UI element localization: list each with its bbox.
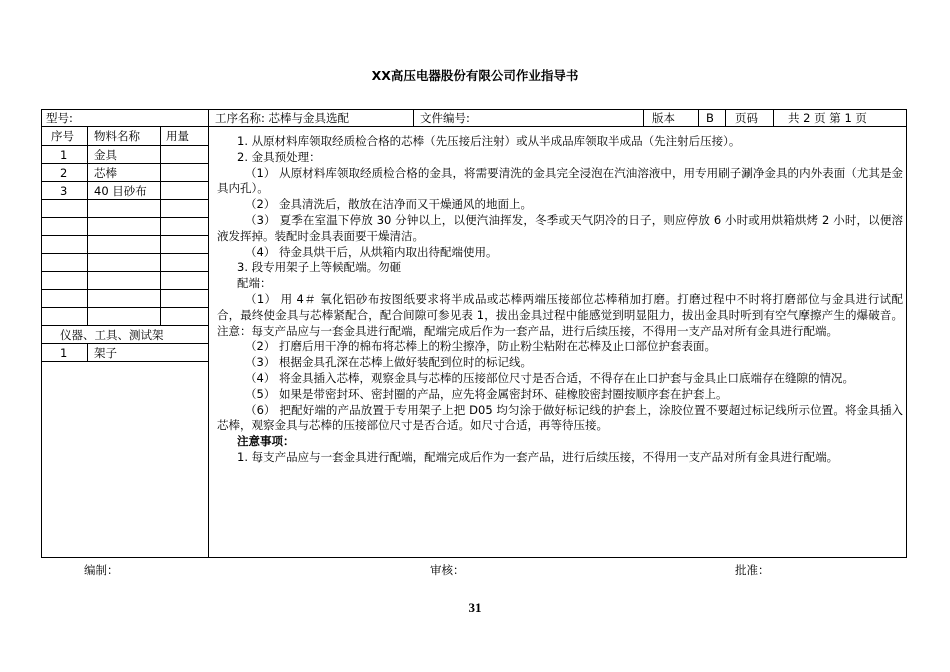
header-col-divider (773, 109, 774, 126)
materials-col-divider (160, 126, 161, 325)
materials-row-divider (41, 289, 208, 290)
materials-col-divider (87, 126, 88, 325)
page-number: 31 (468, 600, 482, 615)
procedure-substep: （4） 待金具烘干后，从烘箱内取出待配端使用。 (245, 244, 498, 259)
material-row-name: 芯棒 (94, 166, 117, 180)
header-col-divider (413, 109, 414, 126)
approved-by-label: 批准： (735, 563, 770, 577)
materials-header-qty: 用量 (166, 129, 189, 143)
materials-row-divider (41, 235, 208, 236)
materials-row-divider (41, 181, 208, 182)
material-row-name: 40 目砂布 (94, 184, 147, 198)
materials-header-name: 物料名称 (94, 129, 140, 143)
tools-row-divider (41, 361, 208, 362)
tools-header: 仪器、工具、测试架 (60, 328, 164, 342)
material-row-name: 金具 (94, 148, 117, 162)
document-title: XX高压电器股份有限公司作业指导书 (371, 68, 579, 83)
version-label: 版本 (652, 111, 675, 125)
materials-row-divider (41, 217, 208, 218)
header-col-divider (698, 109, 699, 126)
prepared-by-label: 编制： (84, 563, 119, 577)
tool-row-name: 架子 (94, 346, 117, 360)
page-code-value: 共 2 页 第 1 页 (788, 111, 867, 125)
materials-row-divider (41, 253, 208, 254)
version-value: B (706, 111, 714, 125)
procedure-step: 3. 段专用架子上等候配端。勿砸 (237, 260, 402, 275)
process-name: 工序名称: 芯棒与金具选配 (215, 111, 350, 125)
procedure-step: 2. 金具预处理： (237, 149, 321, 164)
tools-col-divider (87, 343, 88, 361)
procedure-step: 配端： (237, 276, 272, 291)
header-col-divider (643, 109, 644, 126)
procedure-substep: （1） 从原材料库领取经质检合格的金具，将需要清洗的金具完全浸泡在汽油溶液中，用专用刷子涮净金具的内外表面（尤其是金具内孔）。 (217, 165, 903, 196)
tool-row-no: 1 (60, 346, 68, 360)
doc-number-label: 文件编号: (420, 111, 470, 125)
materials-row-divider (41, 199, 208, 200)
materials-row-divider (41, 163, 208, 164)
material-row-no: 3 (60, 184, 68, 198)
materials-row-divider (41, 271, 208, 272)
header-col-divider (725, 109, 726, 126)
procedure-substep: （2） 金具清洗后，散放在洁净而又干燥通风的地面上。 (245, 197, 532, 212)
procedure-substep: （2） 打磨后用干净的棉布将芯棒上的粉尘擦净，防止粉尘粘附在芯棒及止口部位护套表面。 (245, 339, 716, 354)
note-item: 1. 每支产品应与一套金具进行配端，配端完成后作为一套产品，进行后续压接，不得用一支产品对所有金具进行配端。 (237, 449, 839, 464)
materials-row-divider (41, 325, 208, 326)
procedure-substep: （1） 用 4＃ 氧化铝砂布按图纸要求将半成品或芯棒两端压接部位芯棒稍加打磨。打磨过程中不时将打磨部位与金具进行试配合，最终使金具与芯棒紧配合，配合间隙可参见表 1，拔出金具过程中能感觉到明显阻力，拔出金具时听到有空气摩擦产生的爆破音。注意：每支产品应与一套金具进行配端，配端完成后作为一套产品，进行后续压接，不得用一支产品对所有金具进行配端。 (217, 291, 903, 338)
procedure-substep: （3） 根据金具孔深在芯棒上做好装配到位时的标记线。 (245, 355, 532, 370)
header-row-divider (41, 126, 907, 127)
materials-row-divider (41, 145, 208, 146)
procedure-substep: （3） 夏季在室温下停放 30 分钟以上，以便汽油挥发，冬季或天气阴冷的日子，则应停放 6 小时或用烘箱烘烤 2 小时，以便溶液发挥掉。装配时金具表面要干燥清洁。 (217, 212, 903, 243)
procedure-content (217, 134, 903, 466)
model-label: 型号: (46, 111, 73, 125)
material-row-no: 1 (60, 148, 68, 162)
procedure-substep: （4） 将金具插入芯棒，观察金具与芯棒的压接部位尺寸是否合适，不得存在止口护套与金具止口底端存在缝隙的情况。 (245, 370, 854, 385)
material-row-no: 2 (60, 166, 68, 180)
materials-row-divider (41, 307, 208, 308)
tools-header-divider (41, 343, 208, 344)
procedure-substep: （6） 把配好端的产品放置于专用架子上把 D05 均匀涂于做好标记线的护套上，涂胶位置不要超过标记线所示位置。将金具插入芯棒，观察金具与芯棒的压接部位尺寸是否合适。如尺寸合适，再等待压接。 (217, 402, 903, 433)
notes-title: 注意事项： (237, 434, 295, 449)
procedure-substep: （5） 如果是带密封环、密封圈的产品，应先将金属密封环、硅橡胶密封圈按顺序套在护套上。 (245, 386, 728, 401)
materials-header-no: 序号 (51, 129, 74, 143)
left-column-divider (208, 109, 209, 558)
procedure-step: 1. 从原材料库领取经质检合格的芯棒（先压接后注射）或从半成品库领取半成品（先注射后压接）。 (237, 134, 741, 148)
reviewed-by-label: 审核： (430, 563, 465, 577)
page-code-label: 页码 (735, 111, 758, 125)
